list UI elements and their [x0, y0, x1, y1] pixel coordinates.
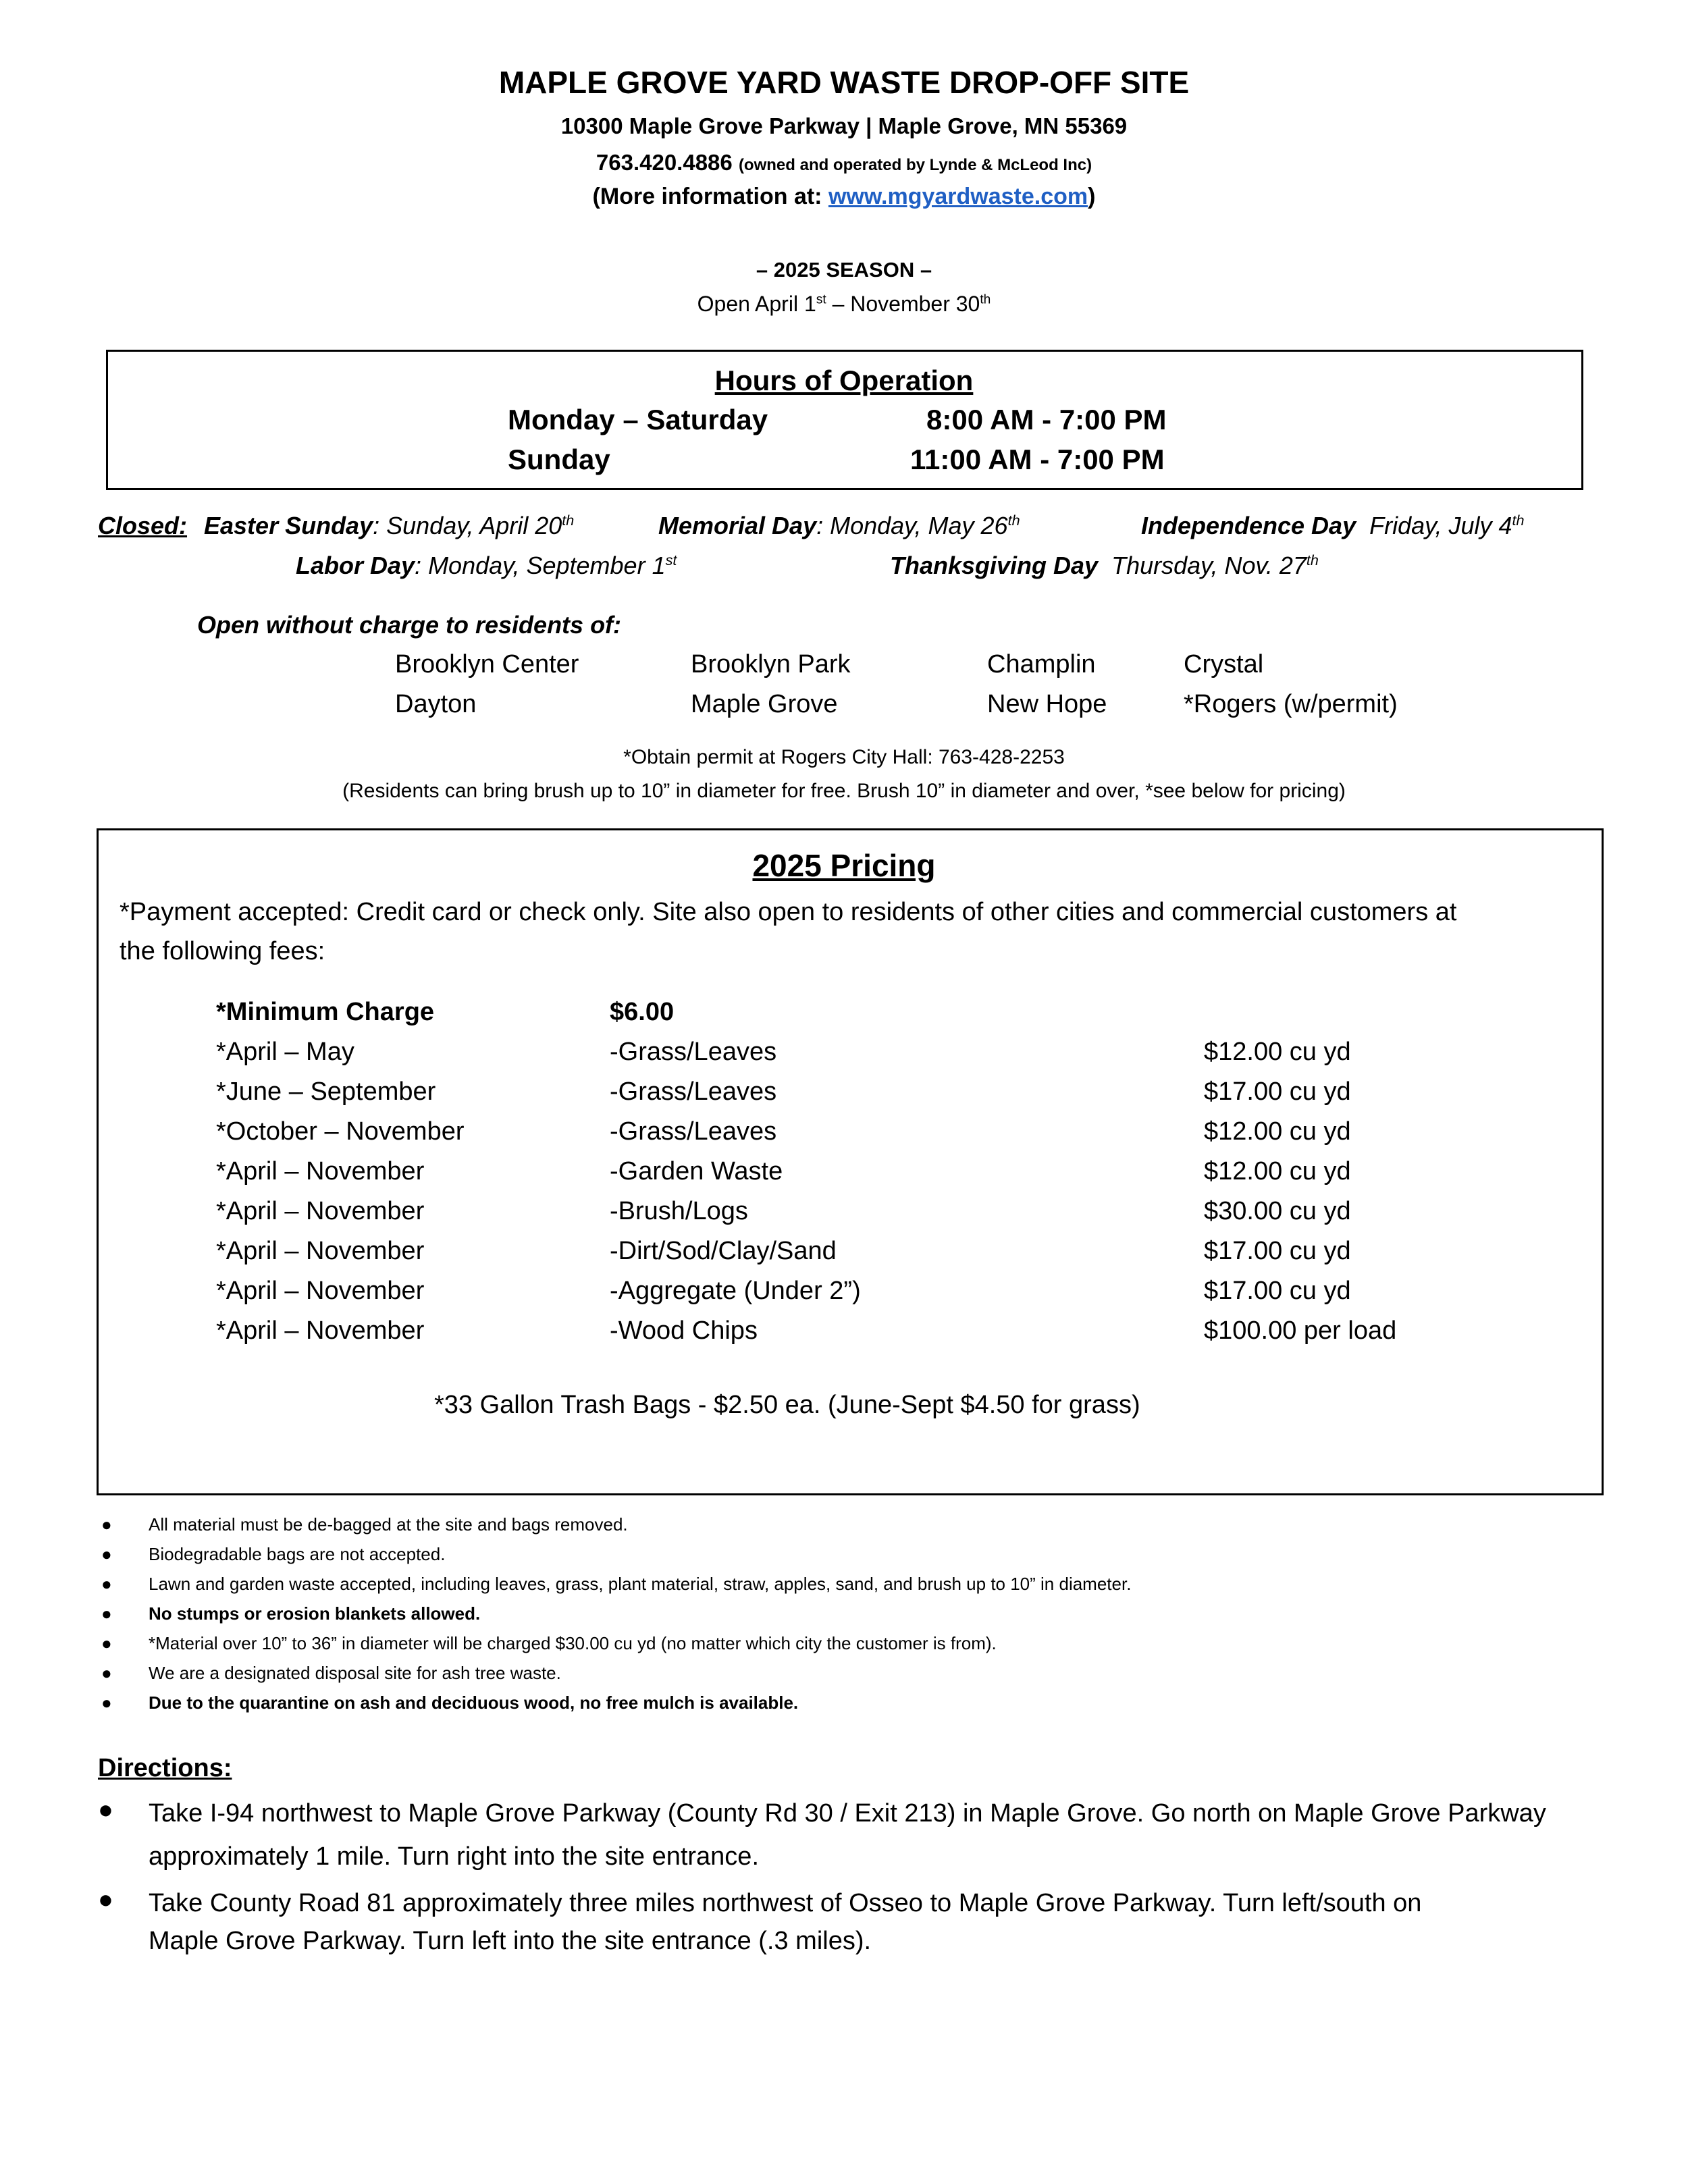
price-amount: $30.00 cu yd [1204, 1197, 1351, 1225]
minimum-charge-value: $6.00 [610, 998, 675, 1026]
city-name: Champlin [987, 650, 1096, 678]
holiday-name: Memorial Day [658, 512, 817, 539]
price-material: -Grass/Leaves [610, 1117, 777, 1146]
city-name: Brooklyn Park [691, 650, 851, 678]
city-name: New Hope [987, 690, 1107, 718]
site-title: MAPLE GROVE YARD WASTE DROP-OFF SITE [498, 65, 1190, 100]
season-label: – 2025 SEASON – [756, 258, 932, 282]
bullet-icon: ● [101, 1544, 112, 1564]
site-phone-line [0, 150, 1688, 176]
holiday-date: Monday, May 26 [830, 512, 1008, 539]
brush-note: (Residents can bring brush up to 10” in diameter for free. Brush 10” in diameter and over, *see below for pricing) [342, 780, 1346, 802]
rule-text: All material must be de-bagged at the site and bags removed. [149, 1514, 628, 1535]
price-amount: $12.00 cu yd [1204, 1157, 1351, 1186]
minimum-charge-label: *Minimum Charge [216, 998, 435, 1026]
price-period: *April – November [216, 1197, 425, 1225]
season-open-start: Open April 1 [697, 292, 816, 316]
price-amount: $17.00 cu yd [1204, 1237, 1351, 1265]
price-material: -Brush/Logs [610, 1197, 748, 1225]
more-info-suffix: ) [1088, 184, 1096, 209]
holiday-sep: : [415, 552, 429, 579]
season-start-sup: st [816, 292, 826, 307]
price-material: -Wood Chips [610, 1316, 758, 1345]
closed-label: Closed: [98, 512, 188, 539]
price-period: *April – November [216, 1277, 425, 1305]
list-item [101, 1663, 1620, 1693]
list-item [101, 1633, 1620, 1663]
holiday-date: Monday, September 1 [428, 552, 666, 579]
more-info-line [0, 184, 1688, 210]
bullet-icon: ● [98, 1796, 113, 1824]
price-period: *April – November [216, 1237, 425, 1265]
price-amount: $12.00 cu yd [1204, 1117, 1351, 1146]
direction-text: Take County Road 81 approximately three miles northwest of Osseo to Maple Grove Parkway. Turn left/south on Maple Grove Parkway. Turn left into the site entrance (.3 miles). [149, 1889, 1422, 1955]
season-end-sup: th [980, 292, 991, 307]
city-name: Maple Grove [691, 690, 838, 718]
city-name: Brooklyn Center [395, 650, 579, 678]
holiday-date: Friday, July 4 [1369, 512, 1512, 539]
permit-note: *Obtain permit at Rogers City Hall: 763-428-2253 [623, 746, 1065, 768]
rule-text: We are a designated disposal site for ash tree waste. [149, 1663, 561, 1683]
price-material: -Aggregate (Under 2”) [610, 1277, 861, 1305]
owner-note: (owned and operated by Lynde & McLeod Inc) [738, 156, 1092, 174]
list-item [101, 1574, 1620, 1603]
bullet-icon: ● [101, 1693, 112, 1713]
price-amount: $12.00 cu yd [1204, 1038, 1351, 1066]
price-period: *April – November [216, 1157, 425, 1186]
holiday-memorial [658, 512, 1020, 540]
list-item [101, 1603, 1620, 1633]
holiday-thanksgiving [890, 552, 1319, 580]
holiday-sup: th [1512, 512, 1525, 529]
bullet-icon: ● [101, 1603, 112, 1624]
rules-list [101, 1514, 1620, 1722]
price-amount: $100.00 per load [1204, 1316, 1397, 1345]
holiday-name: Labor Day [296, 552, 415, 579]
site-phone: 763.420.4886 [596, 150, 733, 175]
hours-title: Hours of Operation [714, 365, 974, 396]
hours-time-weekday: 8:00 AM - 7:00 PM [926, 404, 1167, 435]
holiday-sup: th [1007, 512, 1020, 529]
holiday-date: Thursday, Nov. 27 [1111, 552, 1307, 579]
bullet-icon: ● [101, 1514, 112, 1535]
rule-text: No stumps or erosion blankets allowed. [149, 1603, 481, 1624]
trash-bags-note: *33 Gallon Trash Bags - $2.50 ea. (June-Sept $4.50 for grass) [434, 1391, 1140, 1419]
residents-heading: Open without charge to residents of: [197, 611, 622, 639]
list-item [101, 1693, 1620, 1722]
direction-text: Take I-94 northwest to Maple Grove Parkway (County Rd 30 / Exit 213) in Maple Grove. Go north on Maple Grove Parkway approximately 1 mile. Turn right into the site entrance. [149, 1799, 1546, 1871]
rule-text: Due to the quarantine on ash and deciduous wood, no free mulch is available. [149, 1693, 799, 1713]
bullet-icon: ● [98, 1886, 113, 1914]
rule-text: Biodegradable bags are not accepted. [149, 1544, 446, 1564]
holiday-sep: : [816, 512, 830, 539]
list-item [101, 1514, 1620, 1544]
hours-time-sunday: 11:00 AM - 7:00 PM [910, 444, 1165, 475]
bullet-icon: ● [101, 1663, 112, 1683]
list-item [101, 1544, 1620, 1574]
holiday-sup: st [665, 552, 677, 568]
more-info-prefix: (More information at: [592, 184, 828, 209]
price-amount: $17.00 cu yd [1204, 1077, 1351, 1106]
payment-line-2: the following fees: [120, 937, 325, 965]
holiday-sep [1098, 552, 1111, 579]
holiday-sup: th [1306, 552, 1319, 568]
city-name: *Rogers (w/permit) [1184, 690, 1398, 718]
price-period: *June – September [216, 1077, 436, 1106]
holiday-sep: : [373, 512, 387, 539]
price-amount: $17.00 cu yd [1204, 1277, 1351, 1305]
directions-heading: Directions: [98, 1754, 232, 1782]
city-name: Crystal [1184, 650, 1264, 678]
holiday-sep [1356, 512, 1369, 539]
holiday-independence [1141, 512, 1525, 540]
bullet-icon: ● [101, 1633, 112, 1653]
site-address: 10300 Maple Grove Parkway | Maple Grove, MN 55369 [560, 113, 1128, 138]
hours-days-weekday: Monday – Saturday [508, 404, 768, 435]
price-material: -Grass/Leaves [610, 1038, 777, 1066]
website-link[interactable]: www.mgyardwaste.com [828, 184, 1088, 209]
price-material: -Grass/Leaves [610, 1077, 777, 1106]
holiday-labor [296, 552, 677, 580]
payment-line-1: *Payment accepted: Credit card or check only. Site also open to residents of other cities and commercial customers at [120, 898, 1457, 926]
price-period: *October – November [216, 1117, 465, 1146]
price-material: -Dirt/Sod/Clay/Sand [610, 1237, 837, 1265]
holiday-date: Sunday, April 20 [386, 512, 562, 539]
rule-text: *Material over 10” to 36” in diameter will be charged $30.00 cu yd (no matter which city the customer is from). [149, 1633, 997, 1653]
price-material: -Garden Waste [610, 1157, 783, 1186]
season-dates [0, 292, 1688, 317]
holiday-name: Easter Sunday [204, 512, 373, 539]
holiday-easter [204, 512, 574, 540]
holiday-sup: th [562, 512, 575, 529]
price-period: *April – November [216, 1316, 425, 1345]
pricing-title: 2025 Pricing [752, 848, 936, 883]
rule-text: Lawn and garden waste accepted, including leaves, grass, plant material, straw, apples, sand, and brush up to 10” in diameter. [149, 1574, 1132, 1594]
bullet-icon: ● [101, 1574, 112, 1594]
hours-days-sunday: Sunday [508, 444, 610, 475]
price-period: *April – May [216, 1038, 354, 1066]
holiday-name: Independence Day [1141, 512, 1356, 539]
holiday-name: Thanksgiving Day [890, 552, 1099, 579]
season-open-end: – November 30 [826, 292, 980, 316]
city-name: Dayton [395, 690, 477, 718]
